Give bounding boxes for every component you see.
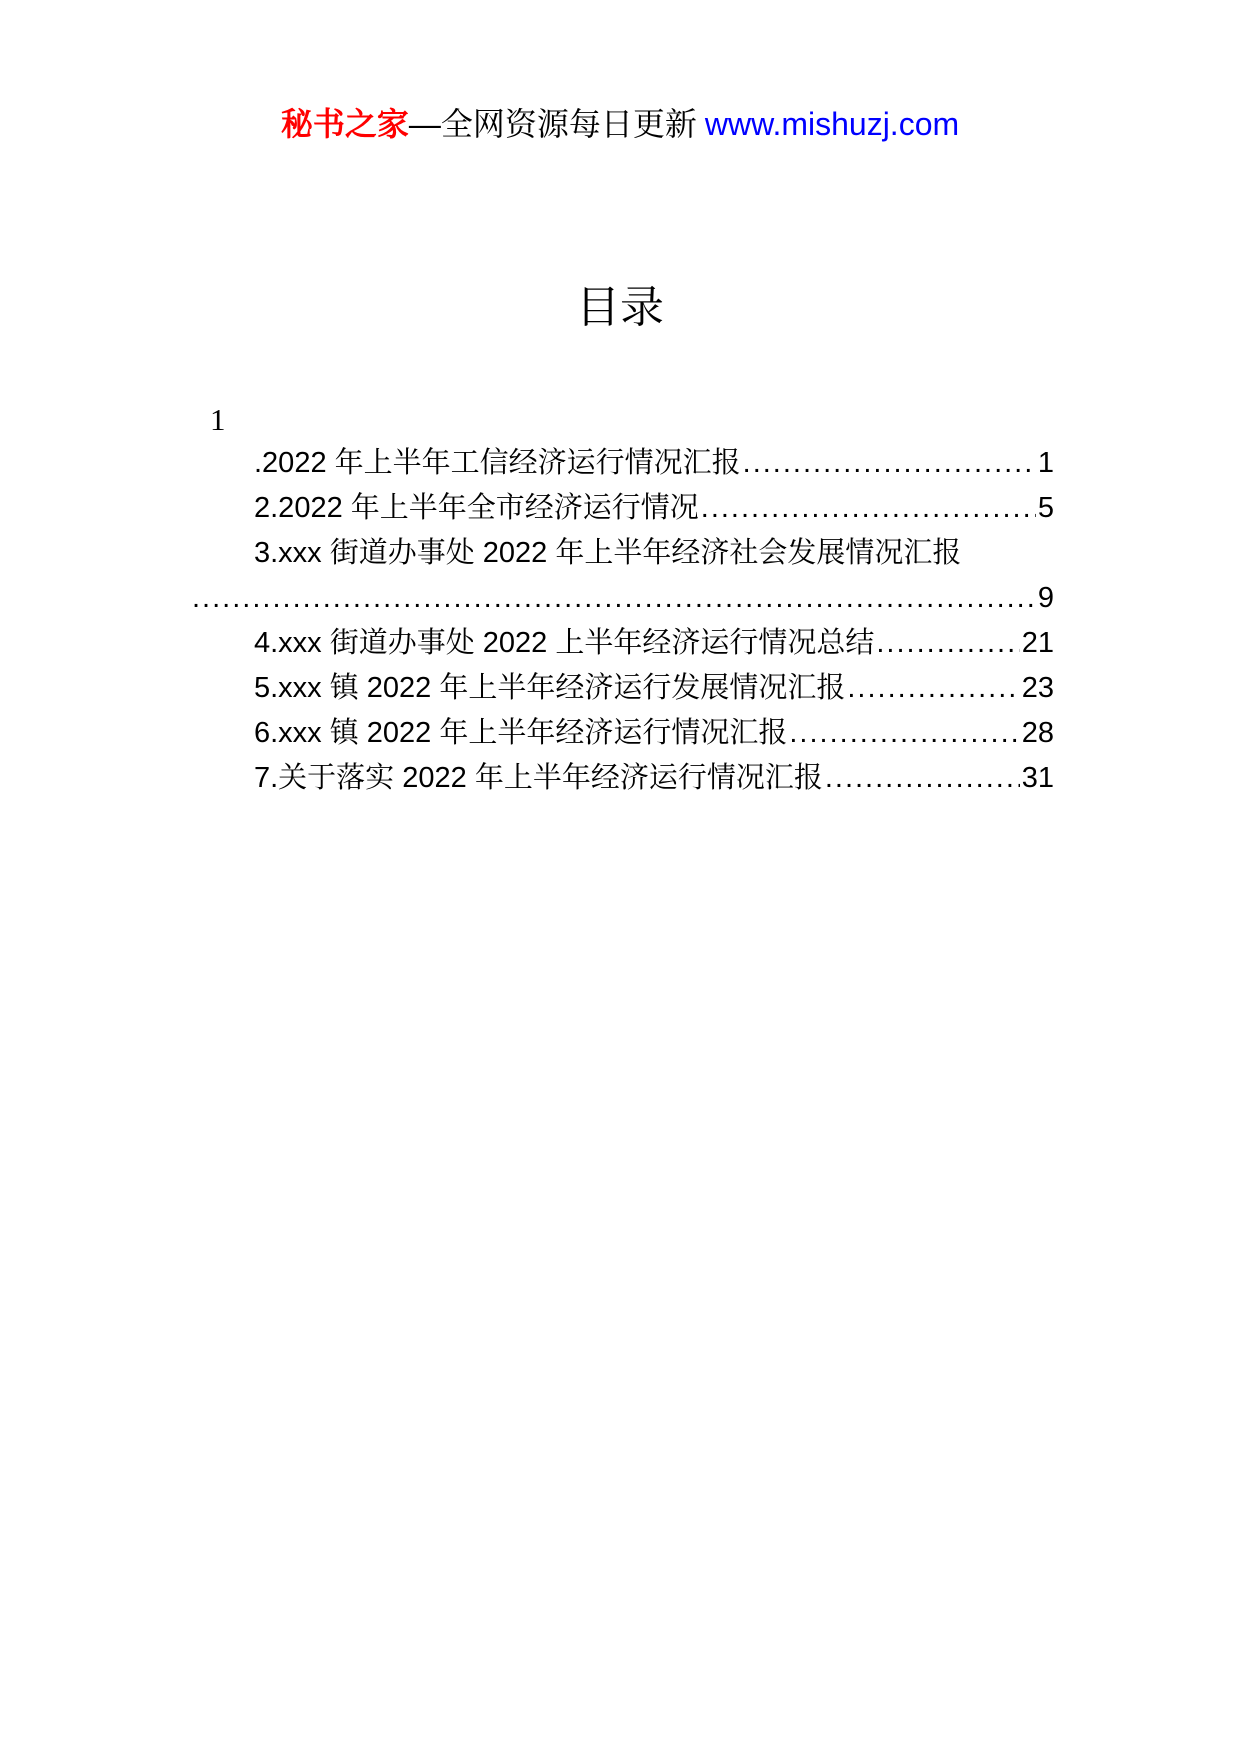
document-title: 目录 [576, 283, 664, 332]
toc-entry-page: 5 [1037, 492, 1054, 524]
toc-entry-label: 7.关于落实 2022 年上半年经济运行情况汇报 [254, 762, 823, 794]
toc-entry-page: 21 [1021, 627, 1054, 659]
toc-entry-page: 9 [1037, 582, 1054, 614]
toc-dot-leader [825, 758, 1020, 798]
site-url-link[interactable]: www.mishuzj.com [704, 106, 960, 142]
site-tagline: —全网资源每日更新 [408, 106, 697, 142]
toc-first-number: 1 [210, 402, 226, 437]
toc-dot-leader [743, 443, 1036, 483]
toc-entry-label: 4.xxx 街道办事处 2022 上半年经济运行情况总结 [254, 627, 875, 659]
toc-entry-label: 3.xxx 街道办事处 2022 年上半年经济社会发展情况汇报 [254, 537, 962, 569]
toc-dot-leader [876, 623, 1019, 663]
toc-entry-label: .2022 年上半年工信经济运行情况汇报 [254, 447, 741, 479]
site-brand: 秘书之家 [280, 106, 409, 142]
toc-entry-label: 5.xxx 镇 2022 年上半年经济运行发展情况汇报 [254, 672, 846, 704]
toc-entry-6[interactable] [254, 713, 1054, 753]
toc-dot-leader [192, 578, 1034, 618]
toc-entry-7[interactable] [254, 758, 1054, 798]
toc-entry-page: 28 [1021, 717, 1054, 749]
toc-entry-2[interactable] [254, 488, 1054, 528]
toc-entry-label: 6.xxx 镇 2022 年上半年经济运行情况汇报 [254, 717, 788, 749]
toc-entry-1[interactable] [254, 443, 1054, 483]
toc-entry-page: 1 [1037, 447, 1054, 479]
toc-entry-3-continuation[interactable] [192, 578, 1054, 618]
toc-entry-3[interactable] [254, 533, 1054, 573]
toc-dot-leader [701, 488, 1036, 528]
toc-entry-page: 23 [1021, 672, 1054, 704]
toc-entry-label: 2.2022 年上半年全市经济运行情况 [254, 492, 699, 524]
toc-dot-leader [789, 713, 1019, 753]
toc-entry-5[interactable] [254, 668, 1054, 708]
toc-entry-page: 31 [1021, 762, 1054, 794]
toc-dot-leader [847, 668, 1019, 708]
toc-entry-4[interactable] [254, 623, 1054, 663]
